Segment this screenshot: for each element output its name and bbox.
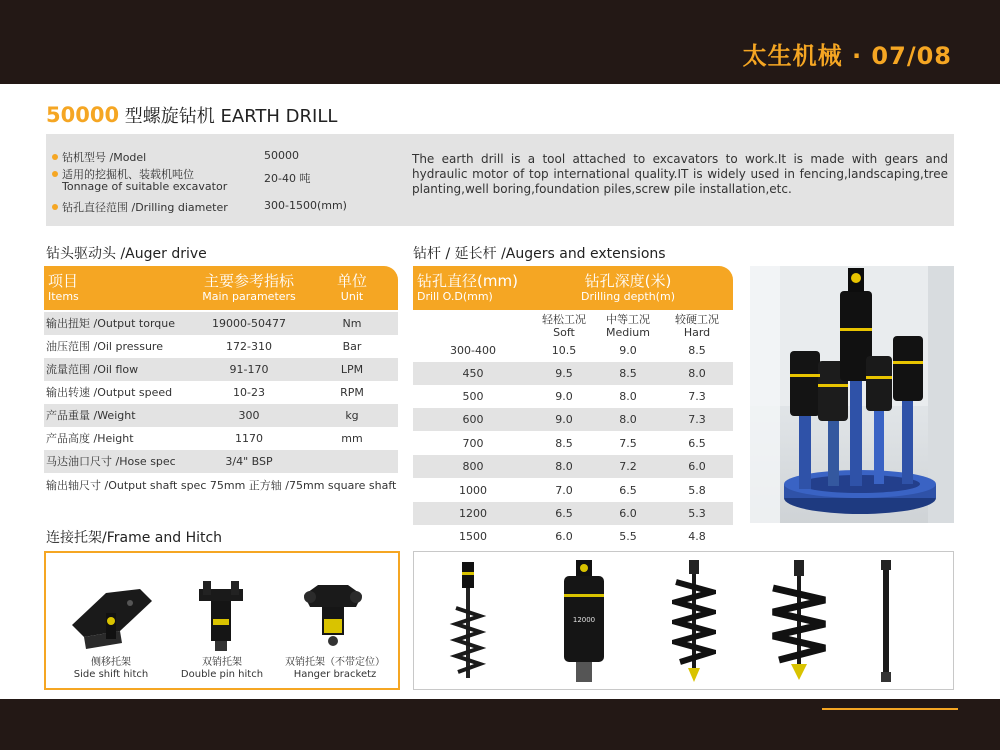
table-row: 800 8.0 7.2 6.0	[413, 455, 733, 478]
table-row: 500 9.0 8.0 7.3	[462, 390, 706, 403]
table-row: 1000 7.0 6.5 5.8	[459, 484, 706, 497]
header-main-params: 主要参考指标 Main parameters	[202, 272, 296, 303]
earth-drill-photo	[750, 266, 954, 523]
table-row: 450 9.5 8.5 8.0	[413, 362, 733, 385]
header-items: 项目 Items	[48, 272, 79, 303]
table-row: 输出转速 /Output speed 10-23 RPM	[46, 386, 364, 399]
spec-model-value: 50000	[264, 149, 299, 162]
table-row: 300-400 10.5 9.0 8.5	[450, 344, 706, 357]
auger-bit-image	[672, 558, 716, 686]
table-row: 600 9.0 8.0 7.3	[413, 408, 733, 431]
spec-tonnage-label: 适用的挖掘机、装载机吨位 Tonnage of suitable excavator	[52, 169, 227, 193]
caption-hanger-bracket: 双销托架（不带定位） Hanger bracketz	[285, 657, 385, 680]
augers-images-panel	[413, 551, 954, 690]
table-row-shaft-note: 输出轴尺寸 /Output shaft spec 75mm 正方轴 /75mm square shaft	[46, 479, 397, 492]
subheader-medium: 中等工况 Medium	[606, 313, 650, 339]
augers-table	[413, 266, 733, 550]
subheader-hard: 较硬工况 Hard	[675, 313, 719, 339]
header-unit: 单位 Unit	[336, 272, 367, 303]
frame-heading: 连接托架/Frame and Hitch	[46, 530, 223, 546]
caption-side-shift-hitch: 侧移托架 Side shift hitch	[73, 657, 149, 680]
table-row: 流量范围 /Oil flow 91-170 LPM	[44, 358, 398, 381]
footer-bar	[0, 699, 1000, 750]
augers-heading: 钻杆 / 延长杆 /Augers and extensions	[413, 246, 666, 262]
table-row: 产品重量 /Weight 300 kg	[44, 404, 398, 427]
wide-auger-bit-image	[769, 558, 829, 686]
brand-title: 太生机械 · 07/08	[742, 42, 952, 70]
spec-summary-box	[46, 134, 954, 226]
bullet-icon	[52, 171, 58, 177]
table-row: 输出扭矩 /Output torque 19000-50477 Nm	[44, 312, 398, 335]
bullet-icon	[52, 204, 58, 210]
spec-diameter-value: 300-1500(mm)	[264, 199, 347, 212]
extension-bar-image	[874, 558, 898, 686]
auger-drive-unit-image	[554, 558, 614, 686]
hanger-bracket-image	[298, 573, 368, 653]
spec-diameter-label: 钻孔直径范围 /Drilling diameter	[52, 199, 228, 215]
page-title	[46, 102, 337, 128]
spec-model-label: 钻机型号 /Model	[52, 149, 146, 165]
frame-hitch-panel	[44, 551, 400, 690]
auger-drive-heading: 钻头驱动头 /Auger drive	[46, 246, 207, 262]
table-row: 马达油口尺寸 /Hose spec 3/4" BSP	[44, 450, 398, 473]
bullet-icon	[52, 154, 58, 160]
table-row: 1200 6.5 6.0 5.3	[413, 502, 733, 525]
auger-with-drive-image	[444, 560, 494, 684]
drive-unit-marking: 12000	[572, 616, 596, 624]
title-text: 型螺旋钻机 EARTH DRILL	[119, 106, 338, 127]
header-drilling-depth: 钻孔深度(米) Drilling depth(m)	[581, 272, 675, 303]
earth-drill-group-image	[750, 266, 954, 523]
table-row: 油压范围 /Oil pressure 172-310 Bar	[46, 340, 362, 353]
augers-table-header	[413, 266, 733, 310]
model-number: 50000	[46, 103, 120, 127]
table-row: 产品高度 /Height 1170 mm	[46, 432, 363, 445]
footer-accent-line	[822, 708, 958, 710]
table-row: 700 8.5 7.5 6.5	[462, 437, 706, 450]
header-drill-od: 钻孔直径(mm) Drill O.D(mm)	[417, 272, 518, 303]
auger-drive-table	[44, 266, 398, 506]
auger-drive-table-header	[44, 266, 398, 310]
product-description: The earth drill is a tool attached to excavators to work.It is made with gears and hydraulic motor of top international quality.IT is widely used in fencing,landscaping,tree planting,well boring,foundation piles,screw pile installation,etc.	[412, 152, 948, 196]
caption-double-pin-hitch: 双销托架 Double pin hitch	[180, 657, 264, 680]
spec-tonnage-value: 20-40 吨	[264, 172, 311, 185]
table-row: 1500 6.0 5.5 4.8	[459, 530, 706, 543]
subheader-soft: 轻松工况 Soft	[542, 313, 586, 339]
double-pin-hitch-image	[191, 575, 251, 655]
side-shift-hitch-image	[66, 573, 156, 653]
